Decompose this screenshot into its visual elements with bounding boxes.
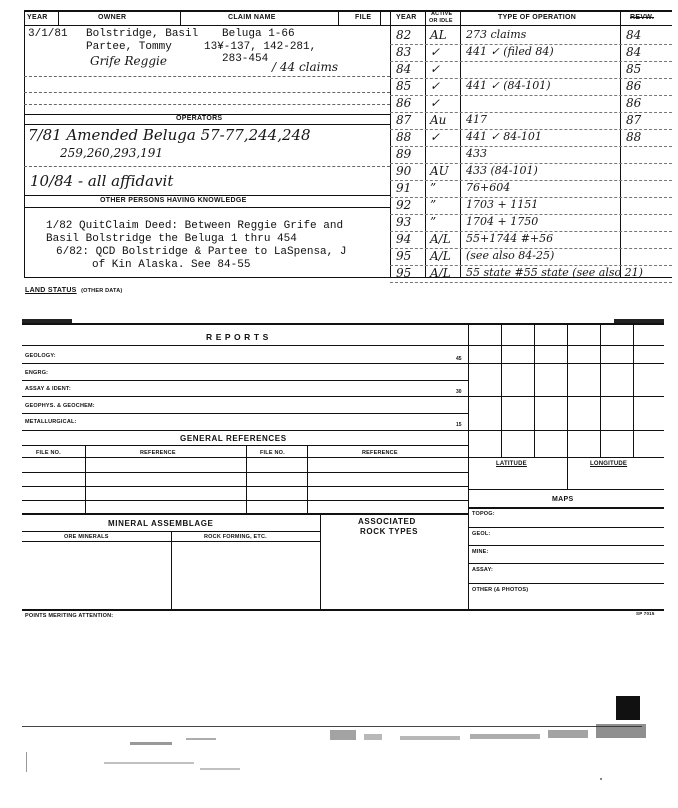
owner-name-3: Grife Reggie bbox=[90, 54, 167, 68]
maps-assay-label: ASSAY: bbox=[472, 567, 494, 573]
header-active: ACTIVE bbox=[431, 11, 453, 17]
activity-year: 83 bbox=[396, 45, 412, 59]
form-number: SP 7015 bbox=[636, 611, 655, 616]
land-status bbox=[25, 279, 122, 297]
activity-year: 95 bbox=[396, 249, 412, 263]
activity-year: 86 bbox=[396, 96, 412, 110]
operators-line-2: 259,260,293,191 bbox=[60, 146, 164, 160]
points-meriting-attention-label: POINTS MERITING ATTENTION: bbox=[25, 613, 114, 619]
activity-status: ” bbox=[430, 181, 437, 195]
rock-forming-label: ROCK FORMING, ETC. bbox=[204, 534, 267, 540]
activity-year: 88 bbox=[396, 130, 412, 144]
assay-ident-label: ASSAY & IDENT: bbox=[25, 386, 71, 392]
header-owner: OWNER bbox=[98, 14, 127, 21]
activity-review: 87 bbox=[626, 113, 642, 127]
activity-operation: 1704 + 1750 bbox=[466, 215, 539, 228]
maps-other-label: OTHER (& PHOTOS) bbox=[472, 587, 529, 593]
activity-status: A/L bbox=[430, 266, 451, 280]
other-persons-line-2: Basil Bolstridge the Beluga 1 thru 454 bbox=[46, 233, 297, 245]
header-file: FILE bbox=[355, 14, 372, 21]
report-num-15: 15 bbox=[456, 422, 462, 428]
land-status-label: LAND STATUS bbox=[25, 287, 77, 294]
activity-year: 84 bbox=[396, 62, 412, 76]
activity-review: 88 bbox=[626, 130, 642, 144]
activity-status: Au bbox=[430, 113, 447, 127]
activity-year: 91 bbox=[396, 181, 412, 195]
activity-operation: 55+1744 #+56 bbox=[466, 232, 554, 245]
activity-operation: 55 state #55 state (see also 21) bbox=[466, 266, 643, 279]
activity-status: ” bbox=[430, 215, 437, 229]
activity-review: 84 bbox=[626, 28, 642, 42]
mineral-assemblage-title: MINERAL ASSEMBLAGE bbox=[108, 519, 214, 528]
activity-review: 84 bbox=[626, 45, 642, 59]
activity-status: ✓ bbox=[430, 130, 441, 144]
activity-year: 85 bbox=[396, 79, 412, 93]
header-year-2: YEAR bbox=[396, 14, 417, 21]
claim-name-1: Beluga 1-66 bbox=[222, 28, 295, 40]
geology-label: GEOLOGY: bbox=[25, 353, 56, 359]
reports-title: R E P O R T S bbox=[206, 332, 269, 342]
other-persons-label: OTHER PERSONS HAVING KNOWLEDGE bbox=[100, 197, 247, 204]
activity-year: 82 bbox=[396, 28, 412, 42]
claim-name-3: 283-454 bbox=[222, 53, 269, 65]
associated-rock-types-2: ROCK TYPES bbox=[360, 527, 419, 536]
maps-mine-label: MINE: bbox=[472, 549, 489, 555]
activity-operation: 433 bbox=[466, 147, 487, 160]
activity-operation: 1703 + 1151 bbox=[466, 198, 539, 211]
claim-note: / 44 claims bbox=[272, 60, 339, 74]
latitude-label: LATITUDE bbox=[496, 461, 527, 467]
activity-review: 86 bbox=[626, 79, 642, 93]
activity-review: 86 bbox=[626, 96, 642, 110]
activity-status: ✓ bbox=[430, 96, 441, 110]
activity-status: A/L bbox=[430, 232, 451, 246]
activity-operation: 417 bbox=[466, 113, 487, 126]
activity-operation: 273 claims bbox=[466, 28, 527, 41]
other-persons-line-1: 1/82 QuitClaim Deed: Between Reggie Grife and bbox=[46, 220, 344, 232]
activity-operation: 441 ✓ 84-101 bbox=[466, 130, 542, 143]
geophys-label: GEOPHYS. & GEOCHEM: bbox=[25, 403, 95, 409]
activity-status: ✓ bbox=[430, 45, 441, 59]
header-year: YEAR bbox=[27, 14, 48, 21]
other-persons-line-3: 6/82: QCD Bolstridge & Partee to LaSpensa, J bbox=[56, 246, 347, 258]
activity-operation: 76+604 bbox=[466, 181, 511, 194]
maps-geol-label: GEOL: bbox=[472, 531, 491, 537]
activity-review: 85 bbox=[626, 62, 642, 76]
report-num-45: 45 bbox=[456, 356, 462, 362]
activity-status: AL bbox=[430, 28, 447, 42]
activity-year: 87 bbox=[396, 113, 412, 127]
operators-line-3: 10/84 - all affidavit bbox=[30, 172, 174, 190]
activity-status: ✓ bbox=[430, 62, 441, 76]
activity-operation: 433 (84-101) bbox=[466, 164, 538, 177]
activity-status: A/L bbox=[430, 249, 451, 263]
activity-year: 94 bbox=[396, 232, 412, 246]
owner-name-1: Bolstridge, Basil bbox=[86, 28, 199, 40]
report-num-30: 30 bbox=[456, 389, 462, 395]
activity-status: AU bbox=[430, 164, 449, 178]
maps-title: MAPS bbox=[552, 496, 574, 503]
operators-line-1: 7/81 Amended Beluga 57-77,244,248 bbox=[28, 126, 311, 144]
ref-reference-2: REFERENCE bbox=[362, 450, 398, 456]
land-status-sub: (OTHER DATA) bbox=[81, 288, 123, 294]
activity-year: 95 bbox=[396, 266, 412, 280]
maps-topog-label: TOPOG: bbox=[472, 511, 495, 517]
activity-year: 92 bbox=[396, 198, 412, 212]
header-review: REVW. bbox=[630, 14, 655, 21]
activity-year: 93 bbox=[396, 215, 412, 229]
activity-year: 89 bbox=[396, 147, 412, 161]
engrg-label: ENGRG: bbox=[25, 370, 49, 376]
ref-reference-1: REFERENCE bbox=[140, 450, 176, 456]
activity-operation: 441 ✓ (filed 84) bbox=[466, 45, 554, 58]
general-references-title: GENERAL REFERENCES bbox=[180, 434, 287, 443]
header-or-idle: OR IDLE bbox=[429, 18, 453, 24]
owner-name-2: Partee, Tommy bbox=[86, 41, 172, 53]
activity-status: ✓ bbox=[430, 79, 441, 93]
ore-minerals-label: ORE MINERALS bbox=[64, 534, 109, 540]
activity-row-divider bbox=[390, 282, 672, 283]
longitude-label: LONGITUDE bbox=[590, 461, 628, 467]
ref-file-no-1: FILE NO. bbox=[36, 450, 61, 456]
claim-name-2: 13¥-137, 142-281, bbox=[204, 41, 317, 53]
metallurgical-label: METALLURGICAL: bbox=[25, 419, 77, 425]
ref-file-no-2: FILE NO. bbox=[260, 450, 285, 456]
owner-entry-year: 3/1/81 bbox=[28, 28, 68, 40]
operators-label: OPERATORS bbox=[176, 115, 223, 122]
activity-row-divider bbox=[390, 146, 672, 147]
activity-status: ” bbox=[430, 198, 437, 212]
associated-rock-types-1: ASSOCIATED bbox=[358, 517, 416, 526]
activity-year: 90 bbox=[396, 164, 412, 178]
other-persons-line-4: of Kin Alaska. See 84-55 bbox=[92, 259, 251, 271]
activity-operation: (see also 84-25) bbox=[466, 249, 555, 262]
header-claim-name: CLAIM NAME bbox=[228, 14, 276, 21]
activity-operation: 441 ✓ (84-101) bbox=[466, 79, 551, 92]
header-type-of-operation: TYPE OF OPERATION bbox=[498, 14, 577, 21]
